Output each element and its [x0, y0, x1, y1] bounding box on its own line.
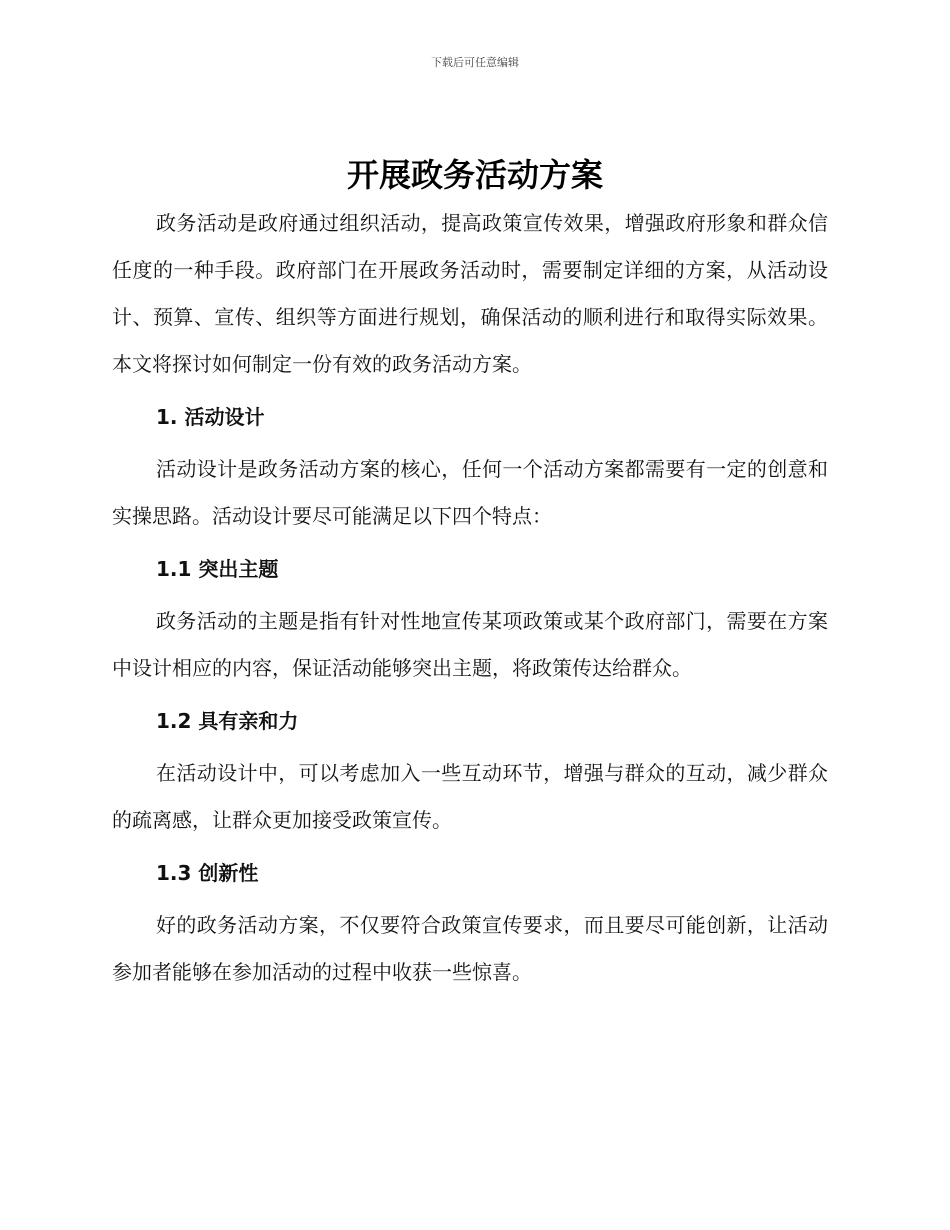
section-paragraph-activity-design: 活动设计是政务活动方案的核心，任何一个活动方案都需要有一定的创意和实操思路。活动设计要尽可能满足以下四个特点：: [112, 457, 828, 528]
section-paragraph-approachability: 在活动设计中，可以考虑加入一些互动环节，增强与群众的互动，减少群众的疏离感，让群众更加接受政策宣传。: [112, 761, 828, 832]
section-heading-approachability: 1.2 具有亲和力: [156, 709, 299, 733]
document-title: 开展政务活动方案: [346, 156, 603, 194]
document-body: [112, 200, 828, 996]
section-paragraph-highlight-theme: 政务活动的主题是指有针对性地宣传某项政策或某个政府部门，需要在方案中设计相应的内容，保证活动能够突出主题，将政策传达给群众。: [112, 609, 828, 680]
page-header: 下载后可任意编辑: [431, 56, 519, 69]
section-paragraph-innovation: 好的政务活动方案，不仅要符合政策宣传要求，而且要尽可能创新，让活动参加者能够在参加活动的过程中收获一些惊喜。: [112, 913, 828, 984]
section-heading-highlight-theme: 1.1 突出主题: [156, 557, 279, 581]
section-heading-innovation: 1.3 创新性: [156, 861, 259, 885]
intro-paragraph: 政务活动是政府通过组织活动，提高政策宣传效果，增强政府形象和群众信任度的一种手段。政府部门在开展政务活动时，需要制定详细的方案，从活动设计、预算、宣传、组织等方面进行规划，确保活动的顺利进行和取得实际效果。本文将探讨如何制定一份有效的政务活动方案。: [112, 211, 828, 376]
section-heading-activity-design: 1. 活动设计: [156, 405, 265, 429]
